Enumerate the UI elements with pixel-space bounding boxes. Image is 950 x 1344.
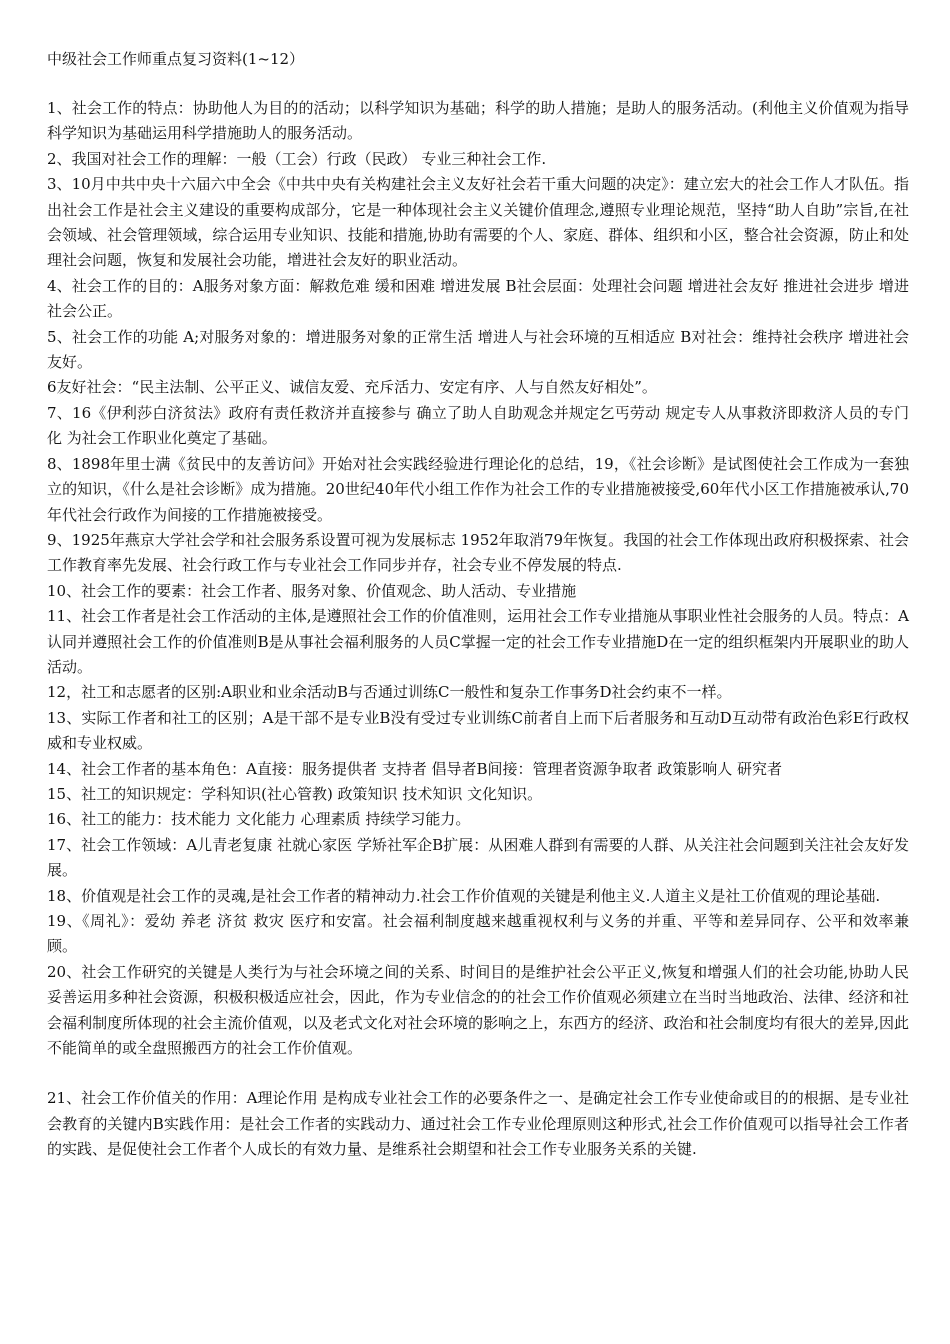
title-spacer xyxy=(47,74,909,96)
paragraph-16: 16、社工的能力：技术能力 文化能力 心理素质 持续学习能力。 xyxy=(47,810,471,829)
paragraph-13: 13、实际工作者和社工的区别；A是干部不是专业B没有受过专业训练C前者自上而下后者服务和互动D互动带有政治色彩E行政权威和专业权威。 xyxy=(47,708,909,753)
paragraph-14: 14、社会工作者的基本角色：A直接：服务提供者 支持者 倡导者B间接：管理者资源争取者 政策影响人 研究者 xyxy=(47,759,783,778)
document-page xyxy=(47,44,909,1163)
paragraph-19: 19、《周礼》：爱幼 养老 济贫 救灾 医疗和安富。社会福利制度越来越重视权利与义务的并重、平等和差异同存、公平和效率兼顾。 xyxy=(47,912,909,956)
paragraph-10: 10、社会工作的要素：社会工作者、服务对象、价值观念、助人活动、专业措施 xyxy=(47,581,577,600)
paragraph-4: 4、社会工作的目的：A服务对象方面：解救危难 缓和困难 增进发展 B社会层面：处理社会问题 增进社会友好 推进社会进步 增进社会公正。 xyxy=(47,276,909,321)
paragraph-21: 21、社会工作价值关的作用：A理论作用 是构成专业社会工作的必要条件之一、是确定社会工作专业使命或目的的根据、是专业社会教育的关键内B实践作用：是社会工作者的实践动力、通过社会工作专业伦理原则这种形式,社会工作价值观可以指导社会工作者的实践、是促使社会工作者个人成长的有效力量、是维系社会期望和社会工作专业服务关系的关键. xyxy=(47,1089,909,1159)
paragraph-2: 2、我国对社会工作的理解：一般（工会）行政（民政） 专业三种社会工作. xyxy=(47,149,547,168)
paragraph-12: 12，社工和志愿者的区别:A职业和业余活动B与否通过训练C一般性和复杂工作事务D社会约束不一样。 xyxy=(47,683,732,702)
paragraph-17: 17、社会工作领域：A儿青老复康 社就心家医 学矫社军企B扩展：从困难人群到有需要的人群、从关注社会问题到关注社会友好发展。 xyxy=(47,835,909,880)
paragraph-9: 9、1925年燕京大学社会学和社会服务系设置可视为发展标志 1952年取消79年恢复。我国的社会工作体现出政府积极探索、社会工作教育率先发展、社会行政工作与专业社会工作同步并存，社会专业不停发展的特点. xyxy=(47,530,909,575)
paragraph-1: 1、社会工作的特点：协助他人为目的的活动；以科学知识为基础；科学的助人措施；是助人的服务活动。(利他主义价值观为指导科学知识为基础运用科学措施助人的服务活动。 xyxy=(47,99,909,143)
paragraph-11: 11、社会工作者是社会工作活动的主体,是遵照社会工作的价值准则，运用社会工作专业措施从事职业性社会服务的人员。特点：A认同并遵照社会工作的价值准则B是从事社会福利服务的人员C掌握一定的社会工作专业措施D在一定的组织框架内开展职业的助人活动。 xyxy=(47,607,909,676)
paragraph-18: 18、价值观是社会工作的灵魂,是社会工作者的精神动力.社会工作价值观的关键是利他主义.人道主义是社工价值观的理论基础. xyxy=(47,886,881,905)
section-spacer xyxy=(47,1061,909,1086)
paragraph-8: 8、1898年里士满《贫民中的友善访问》开始对社会实践经验进行理论化的总结，19，《社会诊断》是试图使社会工作成为一套独立的知识，《什么是社会诊断》成为措施。20世纪40年代小组工作作为社会工作的专业措施被接受,60年代小区工作措施被承认,70年代社会行政作为间接的工作措施被接受。 xyxy=(47,454,909,524)
document-title: 中级社会工作师重点复习资料(1~12） xyxy=(47,50,305,68)
paragraph-3: 3、10月中共中央十六届六中全会《中共中央有关构建社会主义友好社会若干重大问题的决定》：建立宏大的社会工作人才队伍。指出社会工作是社会主义建设的重要构成部分，它是一种体现社会主义关键价值理念,遵照专业理论规范，坚持“助人自助”宗旨,在社会领域、社会管理领域，综合运用专业知识、技能和措施,协助有需要的个人、家庭、群体、组织和小区，整合社会资源，防止和处理社会问题，恢复和发展社会功能，增进社会友好的职业活动。 xyxy=(47,175,909,270)
paragraph-6: 6友好社会：“民主法制、公平正义、诚信友爱、充斥活力、安定有序、人与自然友好相处”。 xyxy=(47,378,657,397)
paragraph-15: 15、社工的知识规定：学科知识(社心管教) 政策知识 技术知识 文化知识。 xyxy=(47,784,543,803)
paragraph-20: 20、社会工作研究的关键是人类行为与社会环境之间的关系、时间目的是维护社会公平正义,恢复和增强人们的社会功能,协助人民妥善运用多种社会资源，积极积极适应社会，因此，作为专业信念的的社会工作价值观必须建立在当时当地政治、法律、经济和社会福利制度所体现的社会主流价值观，以及老式文化对社会环境的影响之上，东西方的经济、政治和社会制度均有很大的差异,因此不能简单的或全盘照搬西方的社会工作价值观。 xyxy=(47,962,909,1058)
paragraph-7: 7、16《伊利莎白济贫法》政府有责任救济并直接参与 确立了助人自助观念并规定乞丐劳动 规定专人从事救济即救济人员的专门化 为社会工作职业化奠定了基础。 xyxy=(47,403,909,448)
paragraph-5: 5、社会工作的功能 A;对服务对象的：增进服务对象的正常生活 增进人与社会环境的互相适应 B对社会：维持社会秩序 增进社会友好。 xyxy=(47,327,909,372)
